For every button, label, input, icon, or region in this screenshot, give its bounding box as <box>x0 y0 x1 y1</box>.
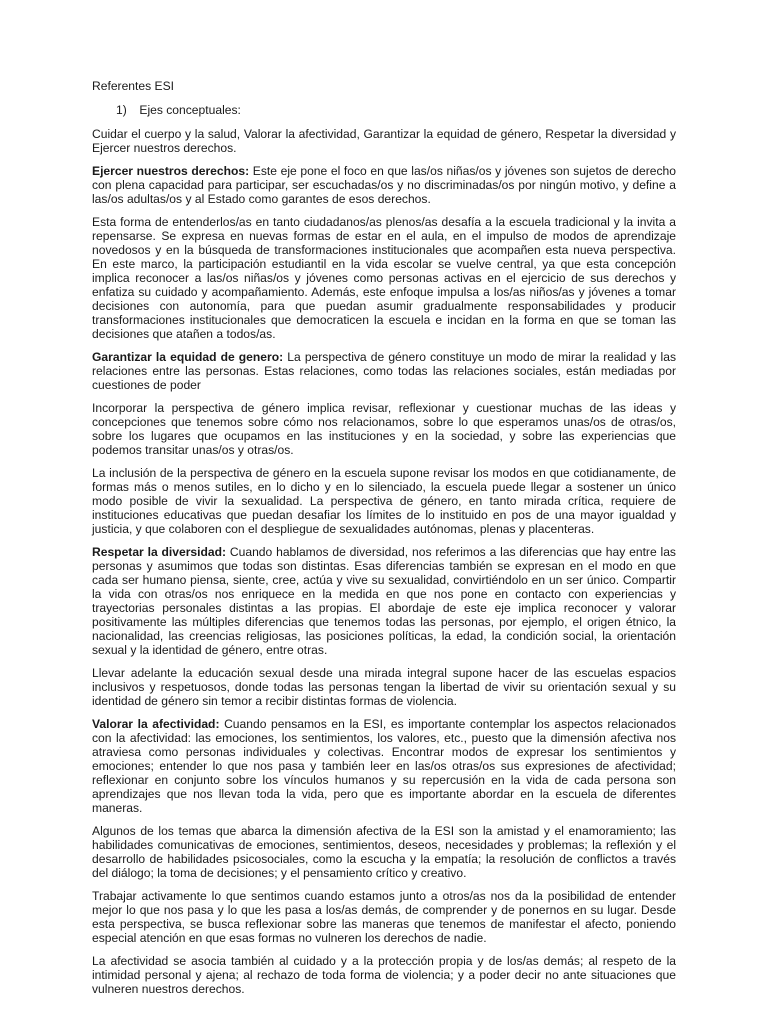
paragraph-lead: Valorar la afectividad: <box>92 717 220 731</box>
paragraph-4 <box>92 350 676 392</box>
paragraph-text: Esta forma de entenderlos/as en tanto ciudadanos/as plenos/as desafía a la escuela tradicional y la invita a repensarse. Se expresa en nuevas formas de estar en el aula, en el impulso de modos de aprendizaje novedosos y en la búsqueda de transformaciones institucionales que acompañen esta nueva perspectiva. En este marco, la participación estudiantil en la vida escolar se vuelve central, ya que esta concepción implica reconocer a las/os niñas/os y jóvenes como personas activas en el ejercicio de sus derechos y enfatiza su cuidado y acompañamiento. Además, este enfoque impulsa a los/as niños/as y jóvenes a tomar decisiones con autonomía, para que puedan asumir gradualmente responsabilidades y producir transformaciones institucionales que democraticen la escuela e incidan en la forma en que se toman las decisiones que atañen a todos/as. <box>92 215 676 341</box>
paragraph-text: Cuidar el cuerpo y la salud, Valorar la afectividad, Garantizar la equidad de género, Respetar la diversidad y Ejercer nuestros derechos. <box>92 127 676 155</box>
paragraph-8 <box>92 666 676 708</box>
list-item <box>92 103 676 117</box>
paragraph-text: Incorporar la perspectiva de género implica revisar, reflexionar y cuestionar muchas de las ideas y concepciones que tenemos sobre cómo nos relacionamos, sobre lo que esperamos unas/os de otras/os, sobre los lugares que ocupamos en las instituciones y en la sociedad, y sobre las experiencias que podemos transitar unas/os y otras/os. <box>92 401 676 457</box>
paragraph-10 <box>92 824 676 880</box>
paragraph-text: Cuando pensamos en la ESI, es importante contemplar los aspectos relacionados con la afectividad: las emociones, los sentimientos, los valores, etc., puesto que la dimensión afectiva nos atraviesa como personas individuales y colectivas. Encontrar modos de expresar los sentimientos y emociones; entender lo que nos pasa y también leer en las/os otras/os sus expresiones de afectividad; reflexionar en conjunto sobre los vínculos humanos y su repercusión en la vida de cada persona son aprendizajes que nos llevan toda la vida, pero que es importante abordar en la escuela de diferentes maneras. <box>92 717 676 815</box>
paragraph-text: Llevar adelante la educación sexual desde una mirada integral supone hacer de las escuelas espacios inclusivos y respetuosos, donde todas las personas tengan la libertad de vivir su orientación sexual y su identidad de género sin temor a recibir distintas formas de violencia. <box>92 666 676 708</box>
paragraph-1 <box>92 127 676 155</box>
paragraph-5 <box>92 401 676 457</box>
paragraph-text: La afectividad se asocia también al cuidado y a la protección propia y de los/as demás; al respeto de la intimidad personal y ajena; al rechazo de toda forma de violencia; y a poder decir no ante situaciones que vulneren nuestros derechos. <box>92 954 676 996</box>
paragraph-text: Algunos de los temas que abarca la dimensión afectiva de la ESI son la amistad y el enamoramiento; las habilidades comunicativas de emociones, sentimientos, deseos, necesidades y problemas; la reflexión y el desarrollo de habilidades psicosociales, como la escucha y la empatía; la resolución de conflictos a través del diálogo; la toma de decisiones; y el pensamiento crítico y creativo. <box>92 824 676 880</box>
paragraph-9 <box>92 717 676 815</box>
paragraph-text: La inclusión de la perspectiva de género en la escuela supone revisar los modos en que cotidianamente, de formas más o menos sutiles, en lo dicho y en lo silenciado, la escuela puede llegar a sostener un único modo posible de vivir la sexualidad. La perspectiva de género, en tanto mirada crítica, requiere de instituciones educativas que puedan desafiar los límites de lo instituido en pos de una mayor igualdad y justicia, y que colaboren con el despliegue de sexualidades autónomas, plenas y placenteras. <box>92 466 676 536</box>
paragraph-6 <box>92 466 676 536</box>
paragraph-lead: Ejercer nuestros derechos: <box>92 164 250 178</box>
list-item-text: Ejes conceptuales: <box>139 103 241 117</box>
paragraph-7 <box>92 545 676 657</box>
paragraph-text: Este eje pone el foco en que las/os niñas/os y jóvenes son sujetos de derecho con plena capacidad para participar, ser escuchadas/os y no discriminadas/os por ningún motivo, y define a las/os adultas/os y al Estado como garantes de esos derechos. <box>92 164 676 206</box>
paragraph-lead: Respetar la diversidad: <box>92 545 227 559</box>
paragraph-12 <box>92 954 676 996</box>
paragraph-2 <box>92 164 676 206</box>
document-title: Referentes ESI <box>92 79 175 93</box>
paragraph-11 <box>92 889 676 945</box>
list-item-number: 1) <box>116 103 127 117</box>
paragraph-3 <box>92 215 676 341</box>
paragraph-lead: Garantizar la equidad de genero: <box>92 350 284 364</box>
paragraph-text: La perspectiva de género constituye un modo de mirar la realidad y las relaciones entre las personas. Estas relaciones, como todas las relaciones sociales, están mediadas por cuestiones de poder <box>92 350 677 392</box>
paragraph-text: Trabajar activamente lo que sentimos cuando estamos junto a otros/as nos da la posibilidad de entender mejor lo que nos pasa y lo que les pasa a los/as demás, de comprender y de ponernos en su lugar. Desde esta perspectiva, se busca reflexionar sobre las maneras que tenemos de manifestar el afecto, poniendo especial atención en que esas formas no vulneren los derechos de nadie. <box>92 889 676 945</box>
paragraph-text: Cuando hablamos de diversidad, nos referimos a las diferencias que hay entre las personas y asumimos que todas son distintas. Esas diferencias también se expresan en el modo en que cada ser humano piensa, siente, cree, actúa y vive su sexualidad, convirtiéndolo en un ser único. Compartir la vida con otras/os nos enriquece en la medida en que nos pone en contacto con experiencias y trayectorias personales distintas a las propias. El abordaje de este eje implica reconocer y valorar positivamente las múltiples diferencias que tenemos todas las personas, por ejemplo, el origen étnico, la nacionalidad, las creencias religiosas, las posiciones políticas, la edad, la condición social, la orientación sexual y la identidad de género, entre otras. <box>92 545 676 657</box>
